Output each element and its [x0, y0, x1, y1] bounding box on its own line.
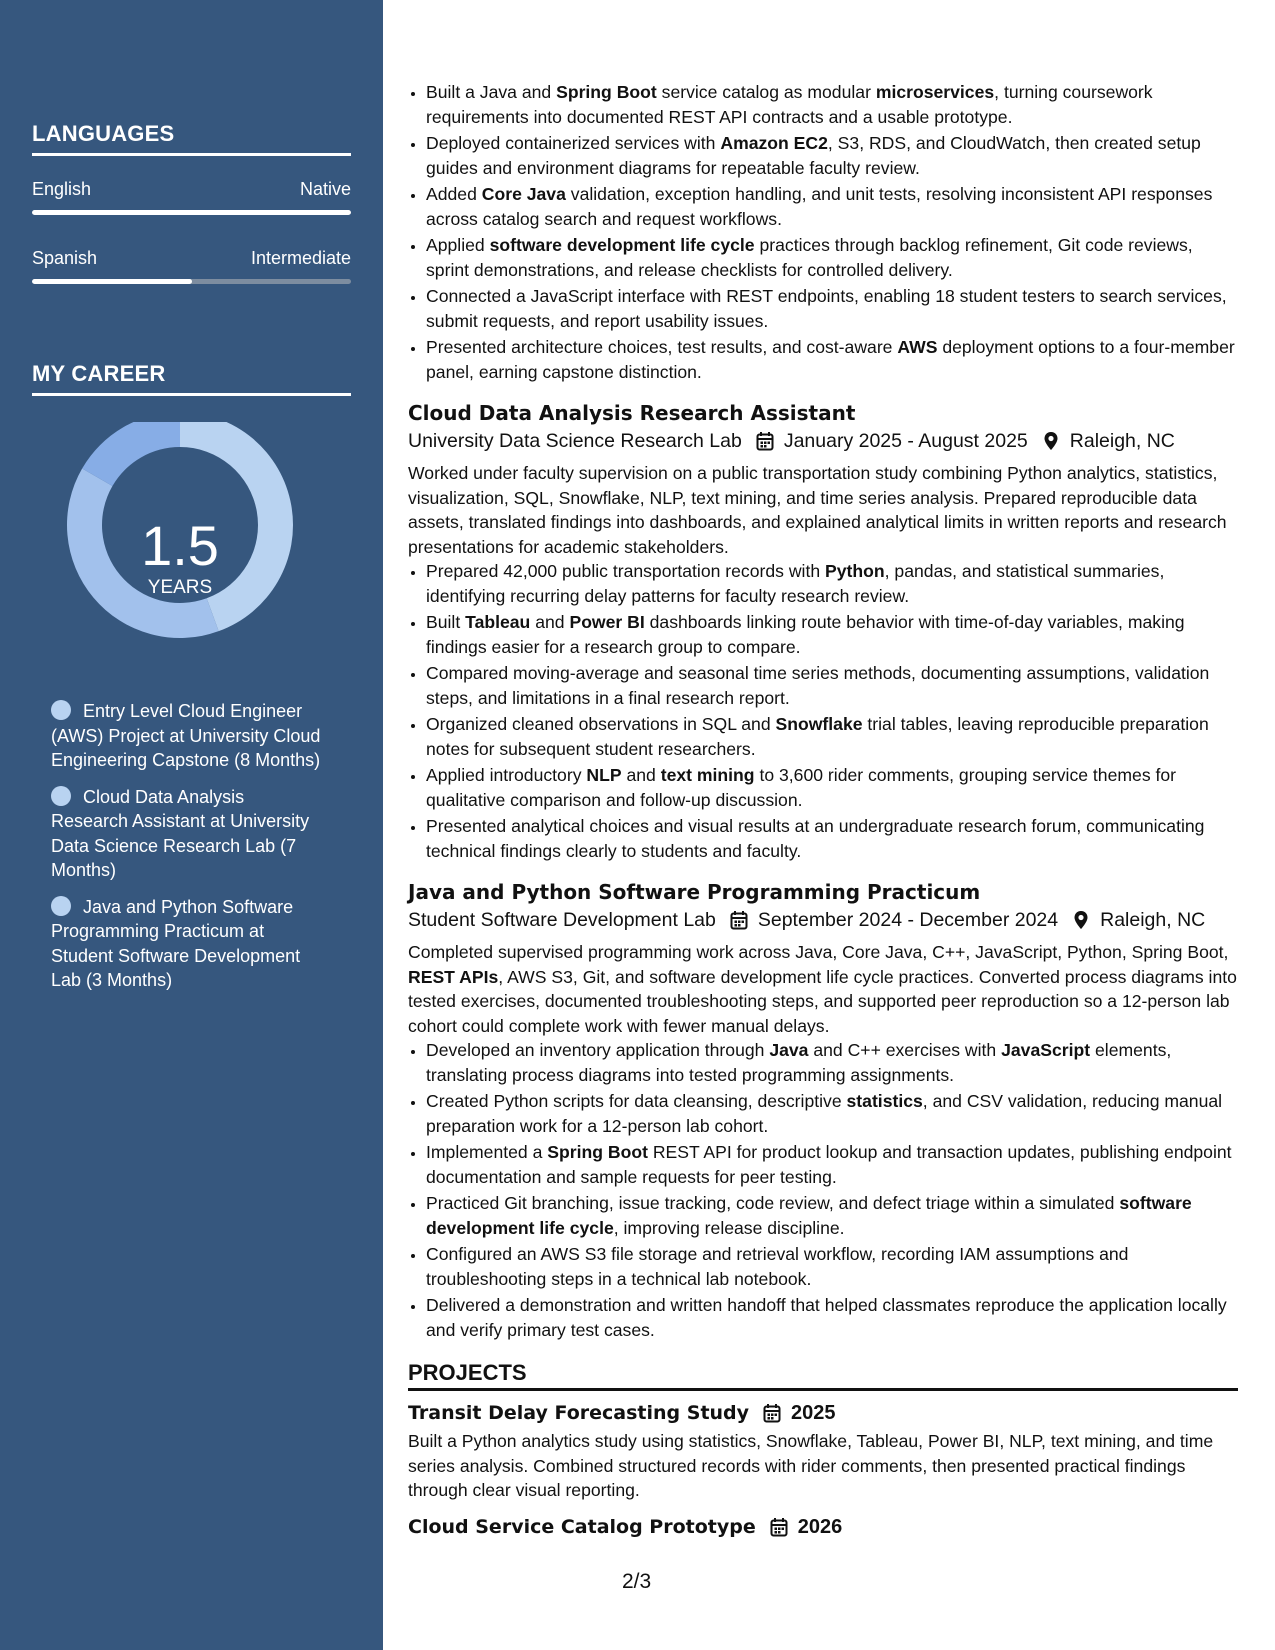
bullet-item: • Configured an AWS S3 file storage and retrieval workflow, recording IAM assumptions and troubleshooting steps in a technical lab notebook. [426, 1242, 1240, 1291]
job-dates: September 2024 - December 2024 [757, 909, 1059, 931]
bullet-item: • Created Python scripts for data cleansing, descriptive statistics, and CSV validation, reducing manual preparation work for a 12-person lab cohort. [426, 1089, 1240, 1138]
bullet-item: • Applied software development life cycle practices through backlog refinement, Git code reviews, sprint demonstrations, and release checklists for controlled delivery. [426, 233, 1240, 282]
career-list [51, 699, 326, 1005]
language-bar-english [32, 210, 351, 215]
language-row-english [32, 178, 351, 200]
career-item-text: Java and Python Software Programming Practicum at Student Software Development Lab (3 Months) [51, 896, 301, 990]
project-title-row [408, 1399, 1240, 1427]
calendar-icon [763, 1403, 781, 1423]
language-name: Spanish [32, 248, 98, 268]
project-year: 2025 [791, 1402, 836, 1424]
project-year: 2026 [797, 1515, 843, 1538]
job-title: Java and Python Software Programming Practicum [408, 880, 981, 904]
job-description: Completed supervised programming work across Java, Core Java, C++, JavaScript, Python, Spring Boot, REST APIs, AWS S3, Git, and software development life cycle practices. Converted process diagrams into tested exercises, documented troubleshooting steps, and supported peer reproduction so a 12-person lab cohort could complete work with fewer manual delays. [408, 942, 1237, 1036]
job1-bullet-list [408, 80, 1240, 384]
job3-section [408, 878, 1240, 1342]
page-number: 2/3 [622, 1570, 652, 1593]
bullet-dot-icon [51, 786, 71, 806]
location-pin-icon [1072, 910, 1090, 930]
main-content [408, 0, 1240, 1541]
language-level: Native [299, 179, 351, 199]
bullet-item: • Deployed containerized services with Amazon EC2, S3, RDS, and CloudWatch, then created setup guides and environment diagrams for repeatable faculty review. [426, 131, 1240, 180]
bullet-dot-icon [51, 896, 71, 916]
career-heading: MY CAREER [32, 361, 351, 396]
projects-heading: PROJECTS [408, 1360, 1238, 1391]
job-meta [408, 906, 1240, 934]
job-organization: University Data Science Research Lab [408, 430, 742, 452]
job-location: Raleigh, NC [1100, 909, 1206, 931]
bullet-item: • Prepared 42,000 public transportation records with Python, pandas, and statistical summaries, identifying recurring delay patterns for faculty research review. [426, 559, 1240, 608]
language-bar-spanish [32, 279, 351, 284]
bullet-item: • Practiced Git branching, issue tracking, code review, and defect triage within a simulated software development life cycle, improving release discipline. [426, 1191, 1240, 1240]
calendar-icon [770, 1517, 788, 1537]
project-title-row [408, 1513, 1240, 1541]
bullet-item: • Implemented a Spring Boot REST API for product lookup and transaction updates, publishing endpoint documentation and sample requests for peer testing. [426, 1140, 1240, 1189]
donut-slice-3 [82, 422, 180, 486]
bullet-item: • Applied introductory NLP and text mining to 3,600 rider comments, grouping service themes for qualitative comparison and follow-up discussion. [426, 763, 1240, 812]
language-row-spanish [32, 247, 351, 269]
language-name: English [32, 179, 92, 199]
career-item-text: Entry Level Cloud Engineer (AWS) Project at University Cloud Engineering Capstone (8 Months) [51, 701, 321, 770]
job3-bullet-list [408, 1038, 1240, 1342]
sidebar [0, 0, 383, 1650]
bullet-item: • Developed an inventory application through Java and C++ exercises with JavaScript elements, translating process diagrams into tested programming assignments. [426, 1038, 1240, 1087]
bullet-item: • Presented architecture choices, test results, and cost-aware AWS deployment options to a four-member panel, earning capstone distinction. [426, 335, 1240, 384]
job-organization: Student Software Development Lab [408, 909, 716, 931]
bullet-item: • Added Core Java validation, exception handling, and unit tests, resolving inconsistent API responses across catalog search and request workflows. [426, 182, 1240, 231]
bullet-item: • Presented analytical choices and visual results at an undergraduate research forum, communicating technical findings clearly to students and faculty. [426, 814, 1240, 863]
job-meta [408, 427, 1240, 455]
location-pin-icon [1042, 431, 1060, 451]
career-total-unit: YEARS [147, 577, 213, 598]
calendar-icon [730, 910, 748, 930]
project-title: Cloud Service Catalog Prototype [408, 1515, 756, 1538]
bullet-dot-icon [51, 700, 71, 720]
project-description: Built a Python analytics study using statistics, Snowflake, Tableau, Power BI, NLP, text mining, and time series analysis. Combined structured records with rider comments, then presented practical findings through clear visual reporting. [408, 1431, 1214, 1500]
bullet-item: • Delivered a demonstration and written handoff that helped classmates reproduce the application locally and verify primary test cases. [426, 1293, 1240, 1342]
project-title: Transit Delay Forecasting Study [408, 1402, 750, 1424]
job-title: Cloud Data Analysis Research Assistant [408, 401, 856, 425]
language-bar-fill [32, 210, 351, 215]
career-donut-chart [0, 422, 383, 682]
language-level: Intermediate [250, 248, 351, 268]
career-item [51, 699, 326, 773]
career-item [51, 785, 326, 883]
languages-heading: LANGUAGES [32, 121, 351, 156]
career-item [51, 895, 326, 993]
language-bar-fill [32, 279, 192, 284]
job2-bullet-list [408, 559, 1240, 863]
job2-section [408, 399, 1240, 863]
bullet-item: • Organized cleaned observations in SQL and Snowflake trial tables, leaving reproducible preparation notes for subsequent student researchers. [426, 712, 1240, 761]
bullet-item: • Connected a JavaScript interface with REST endpoints, enabling 18 student testers to search services, submit requests, and report usability issues. [426, 284, 1240, 333]
job-description: Worked under faculty supervision on a public transportation study combining Python analytics, statistics, visualization, SQL, Snowflake, NLP, text mining, and time series analysis. Prepared reproducible data assets, translated findings into dashboards, and explained analytical limits in written reports and research presentations for academic stakeholders. [408, 463, 1227, 557]
job-location: Raleigh, NC [1069, 430, 1175, 452]
job-dates: January 2025 - August 2025 [783, 430, 1028, 452]
bullet-item: • Built Tableau and Power BI dashboards linking route behavior with time-of-day variables, making findings easier for a research group to compare. [426, 610, 1240, 659]
career-item-text: Cloud Data Analysis Research Assistant at University Data Science Research Lab (7 Months) [51, 786, 310, 880]
bullet-item: • Built a Java and Spring Boot service catalog as modular microservices, turning coursework requirements into documented REST API contracts and a usable prototype. [426, 80, 1240, 129]
calendar-icon [756, 431, 774, 451]
bullet-item: • Compared moving-average and seasonal time series methods, documenting assumptions, validation steps, and limitations in a final research report. [426, 661, 1240, 710]
career-total-value: 1.5 [141, 514, 219, 577]
